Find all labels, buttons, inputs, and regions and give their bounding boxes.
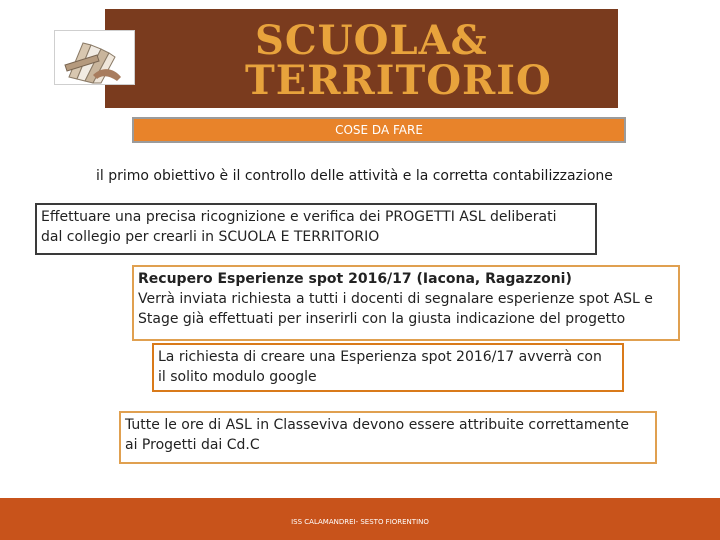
task-box-modulo-google [152, 343, 624, 392]
task-box-esperienze-spot [132, 265, 680, 341]
main-objective-text: il primo obiettivo è il controllo delle attività e la corretta contabilizzazione [96, 168, 613, 184]
books-thumbnail [54, 30, 135, 85]
task-line: Verrà inviata richiesta a tutti i docenti di segnalare esperienze spot ASL e [138, 291, 653, 307]
task-line: ai Progetti dai Cd.C [125, 437, 260, 453]
task-box-classeviva [119, 411, 657, 464]
section-title-bar [132, 117, 626, 143]
section-title: COSE DA FARE [335, 123, 423, 137]
task-box-progetti [35, 203, 597, 255]
logo-banner [105, 9, 618, 108]
task-title: Recupero Esperienze spot 2016/17 (Iacona, Ragazzoni) [138, 271, 572, 287]
footer-text: ISS CALAMANDREI- SESTO FIORENTINO [291, 518, 429, 526]
task-line: il solito modulo google [158, 369, 317, 385]
task-line: Tutte le ore di ASL in Classeviva devono essere attribuite correttamente [125, 417, 630, 433]
task-line: dal collegio per crearli in SCUOLA E TERRITORIO [41, 229, 380, 245]
task-line: La richiesta di creare una Esperienza spot 2016/17 avverrà con [158, 349, 602, 365]
footer-bar [0, 498, 720, 540]
task-line: Effettuare una precisa ricognizione e verifica dei PROGETTI ASL deliberati [41, 209, 557, 225]
task-line: Stage già effettuati per inserirli con la giusta indicazione del progetto [138, 311, 626, 327]
books-stack-icon [55, 31, 134, 84]
logo-text-line1: SCUOLA& [255, 17, 488, 64]
logo-text-line2: TERRITORIO [245, 57, 552, 104]
